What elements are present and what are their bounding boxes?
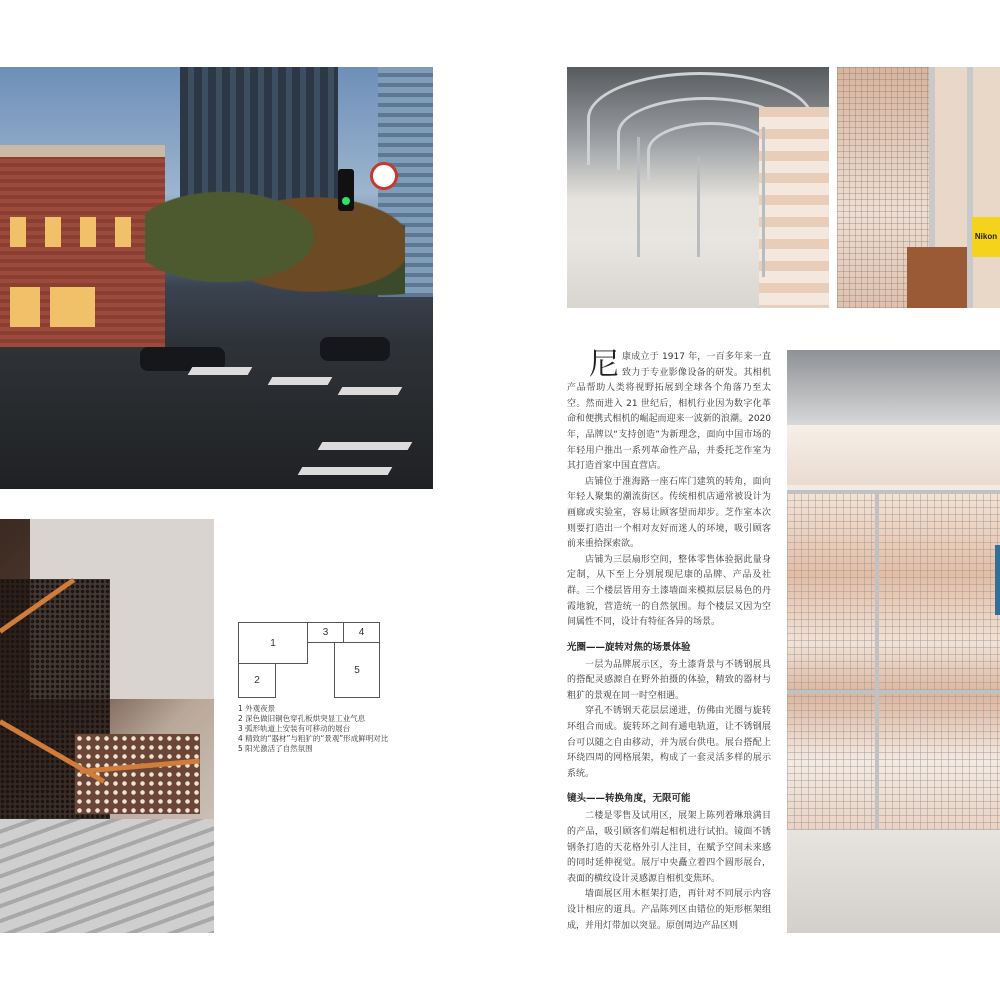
display-stand <box>637 137 640 257</box>
photo-captions <box>238 704 438 754</box>
diagram-box-4: 4 <box>343 622 380 643</box>
caption: 1 外观夜景 <box>238 704 276 713</box>
photo-interior-mesh <box>787 350 1000 933</box>
photo-showroom-rails <box>567 67 829 308</box>
traffic-light <box>338 169 354 211</box>
diagram-box-1: 1 <box>238 622 308 664</box>
diagram-box-2: 2 <box>238 663 276 698</box>
paragraph: 一层为品牌展示区，夯土漆背景与不锈钢展具的搭配灵感源自在野外拍摄的体验，精致的器材与粗犷的景观在同一时空相遇。 <box>567 659 771 701</box>
no-parking-sign <box>370 162 398 190</box>
drop-cap: 尼 <box>589 347 619 382</box>
section-heading: 镜头——转换角度，无限可能 <box>567 793 691 805</box>
photo-corridor <box>837 67 1000 308</box>
road <box>0 347 433 489</box>
diagram-box-5: 5 <box>334 642 380 698</box>
caption: 4 精致的“器材”与粗犷的“景观”形成鲜明对比 <box>238 734 389 743</box>
paragraph: 店铺为三层扇形空间，整体零售体验据此量身定制，从下至上分别展现尼康的品牌、产品及社群。三个楼层皆用夯土漆墙面来模拟层层易色的丹霞地貌，营造统一的自然氛围。每个楼层又因为空间属性不同，设计有特征各异的场景。 <box>567 554 771 628</box>
caption: 3 弧形轨道上安装有可移动的展台 <box>238 724 351 733</box>
paragraph: 墙面展区用木框架打造，再针对不同展示内容设计相应的道具。产品陈列区由错位的矩形框架组成，并用灯带加以突显。原创周边产品区则 <box>567 889 771 931</box>
photo-exterior-night <box>0 67 433 489</box>
caption: 5 阳光激活了自然氛围 <box>238 744 313 753</box>
mesh-display-wall <box>787 490 1000 830</box>
section-heading: 光圈——旋转对焦的场景体验 <box>567 641 691 653</box>
street-trees <box>145 177 405 327</box>
photo-layout-diagram <box>238 622 380 698</box>
stairs <box>0 819 214 933</box>
article-body <box>567 347 771 934</box>
display-stand <box>697 157 700 257</box>
paragraph: 尼康成立于 1917 年，一百多年来一直致力于专业影像设备的研发。其相机产品帮助人类将视野拓展到全球各个角落乃至太空。然而进入 21 世纪后，相机行业因为数字化革命和便携式相机的崛起而迎来一波新的浪潮。2020 年，品牌以“支持创造”为新理念，面向中国市场的年轻用户推出一系列革命性产品，并委托芝作室为其打造首家中国直营店。 <box>567 347 771 472</box>
nikon-sign: Nikon <box>972 217 1000 257</box>
diagram-box-3: 3 <box>307 622 344 643</box>
paragraph: 店铺位于淮海路一座石库门建筑的转角，面向年轻人聚集的潮流街区。传统相机店通常被设计为画廊或实验室，容易让顾客望而却步。芝作室本次则要打造出一个相对友好而迷人的环境，吸引顾客前来重拾探索欲。 <box>567 476 771 550</box>
paragraph: 穿孔不锈钢天花层层递进，仿佛由光圈与旋转环组合而成。旋转环之间有通电轨道，让不锈钢展台可以随之自由移动，并为展台供电。展台搭配上环绕四周的网格展架，构成了一套灵活多样的展示系统。 <box>567 706 771 779</box>
caption: 2 深色做旧铜色穿孔板烘突显工业气息 <box>238 714 366 723</box>
paragraph: 二楼是零售及试用区，展架上陈列着琳琅满目的产品，吸引顾客们端起相机进行试拍。镜面不锈钢条打造的天花格外引人注目，在赋予空间未来感的同时延伸视觉。展厅中央矗立着四个圆形展台，表面的横纹设计灵感源自相机变焦环。 <box>567 811 771 884</box>
display-stand <box>762 127 765 277</box>
photo-staircase <box>0 519 214 933</box>
